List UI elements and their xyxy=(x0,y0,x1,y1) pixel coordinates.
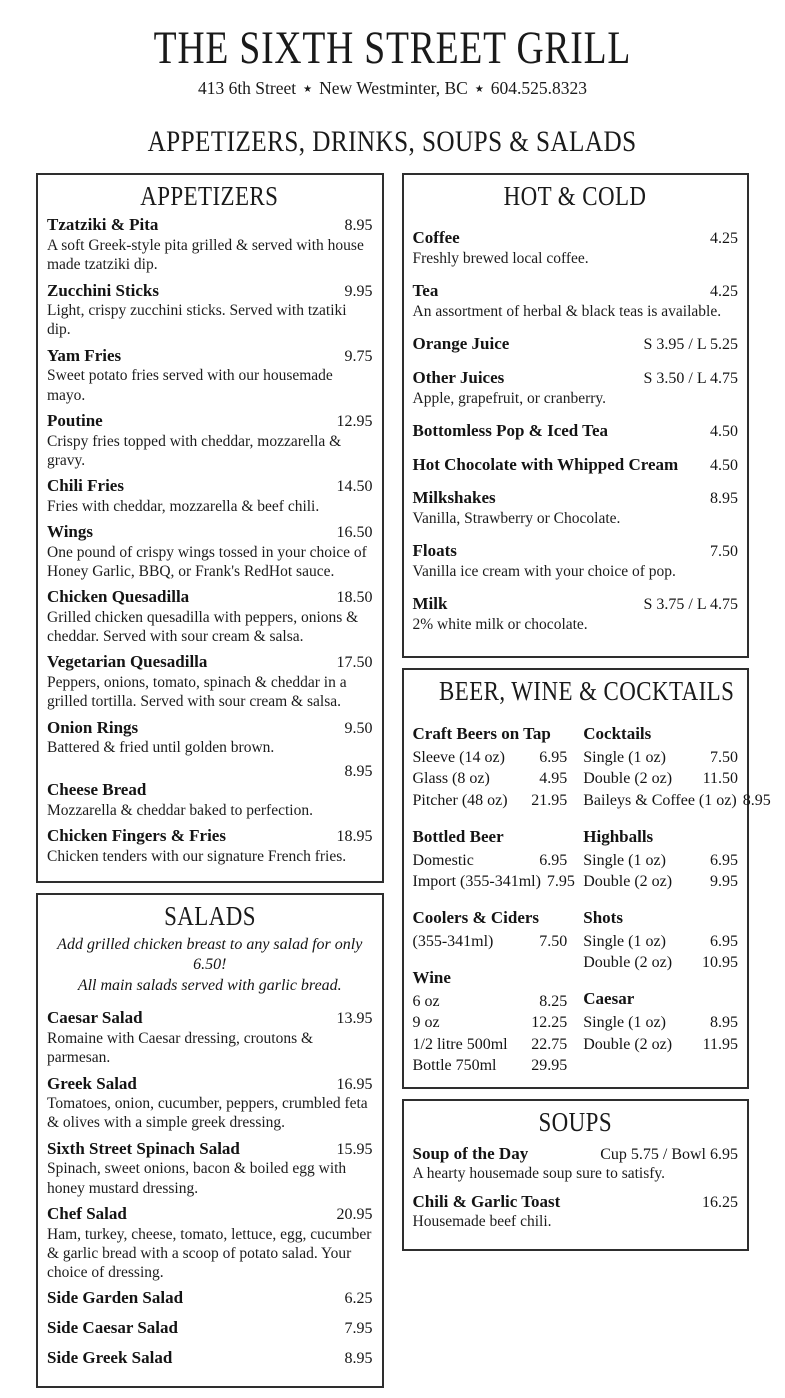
beer-wine-columns xyxy=(412,723,771,1077)
item-description: Ham, turkey, cheese, tomato, lettuce, egg, cucumber & garlic bread with a scoop of potato salad. Your choice of dressing. xyxy=(47,1225,372,1282)
item-price: 9.75 xyxy=(344,347,373,365)
item-name: Zucchini Sticks xyxy=(47,280,159,300)
item-name: Chili & Garlic Toast xyxy=(412,1191,561,1211)
group-heading: Highballs xyxy=(583,826,654,846)
item-name: Greek Salad xyxy=(47,1073,137,1093)
group-heading: Bottled Beer xyxy=(412,826,504,846)
row-price: 8.25 xyxy=(539,993,568,1011)
row-label: Double (2 oz) xyxy=(583,954,673,972)
item-name: Chef Salad xyxy=(47,1203,127,1223)
phone-number: 604.525.8323 xyxy=(490,78,588,99)
soups-heading: SOUPS xyxy=(538,1106,613,1137)
item-name: Floats xyxy=(412,541,457,561)
item-description: Fries with cheddar, mozzarella & beef chili. xyxy=(47,497,320,515)
menu-item-orange-juice xyxy=(413,334,739,355)
item-name: Milk xyxy=(412,594,448,614)
item-name: Cheese Bread xyxy=(47,780,147,800)
item-name: Caesar Salad xyxy=(47,1008,143,1028)
salad-note-1: Add grilled chicken breast to any salad for only 6.50! xyxy=(57,935,363,974)
item-name: Chili Fries xyxy=(47,476,124,496)
row-price: 11.95 xyxy=(702,1035,738,1053)
salad-note-2: All main salads served with garlic bread. xyxy=(77,976,342,994)
menu-item-caesar-salad xyxy=(47,1008,373,1067)
item-name: Onion Rings xyxy=(47,717,139,737)
row-price: 4.95 xyxy=(539,770,568,788)
group-shots xyxy=(583,907,738,973)
menu-item-onion-rings xyxy=(47,718,373,758)
item-price: 13.95 xyxy=(336,1010,373,1028)
item-description: Tomatoes, onion, cucumber, peppers, crumbled feta & olives with a simple greek dressing. xyxy=(47,1095,368,1132)
appetizers-heading: APPETIZERS xyxy=(140,181,279,212)
menu-item-cheese-bread xyxy=(47,763,373,820)
item-description: One pound of crispy wings tossed in your choice of Honey Garlic, BBQ, or Frank's RedHot sauce. xyxy=(47,543,367,580)
price-row xyxy=(413,931,568,952)
row-price: 11.50 xyxy=(702,770,738,788)
right-column xyxy=(402,173,771,1260)
row-price: 8.95 xyxy=(710,1014,738,1032)
menu-item-side-greek-salad xyxy=(47,1348,373,1369)
price-row xyxy=(583,1034,738,1055)
menu-item-vegetarian-quesadilla xyxy=(47,652,373,711)
item-price: 7.50 xyxy=(710,543,738,561)
menu-item-chicken-quesadilla xyxy=(47,587,373,646)
item-price: S 3.50 / L 4.75 xyxy=(643,369,738,387)
price-row xyxy=(583,952,738,973)
group-wine xyxy=(413,967,568,1076)
price-row xyxy=(413,747,568,768)
menu-item-yam-fries xyxy=(47,346,373,405)
row-price: 7.50 xyxy=(539,933,568,951)
menu-item-milkshakes xyxy=(413,488,739,528)
item-description: Grilled chicken quesadilla with peppers, onions & cheddar. Served with sour cream & salsa. xyxy=(47,608,359,646)
item-name: Vegetarian Quesadilla xyxy=(47,652,208,672)
item-price: Cup 5.75 / Bowl 6.95 xyxy=(600,1145,738,1163)
row-label: Pitcher (48 oz) xyxy=(412,791,508,809)
group-cocktails xyxy=(583,723,771,810)
row-label: Glass (8 oz) xyxy=(412,770,490,788)
row-price: 6.95 xyxy=(539,851,568,869)
item-description: Vanilla ice cream with your choice of pop. xyxy=(412,563,676,581)
item-description: Freshly brewed local coffee. xyxy=(412,250,589,268)
salads-heading: SALADS xyxy=(163,900,256,931)
item-description: Apple, grapefruit, or cranberry. xyxy=(412,389,607,407)
row-label: Single (1 oz) xyxy=(583,851,666,869)
item-price: 4.25 xyxy=(710,283,738,301)
item-name: Coffee xyxy=(412,228,460,248)
row-price: 7.95 xyxy=(546,872,575,890)
beer-wine-cocktails-section xyxy=(402,668,771,1088)
item-name: Side Greek Salad xyxy=(47,1347,173,1367)
item-price: 17.50 xyxy=(336,654,373,672)
row-label: Baileys & Coffee (1 oz) xyxy=(583,791,737,809)
menu-header xyxy=(0,0,785,99)
item-name: Other Juices xyxy=(412,367,505,387)
row-label: Single (1 oz) xyxy=(583,749,666,767)
beer-wine-left-column xyxy=(412,723,575,1077)
row-label: Double (2 oz) xyxy=(583,872,673,890)
row-label: Import (355-341ml) xyxy=(412,872,541,890)
price-row xyxy=(413,768,568,789)
group-heading: Craft Beers on Tap xyxy=(412,724,551,744)
item-name: Side Garden Salad xyxy=(47,1288,184,1308)
group-heading: Coolers & Ciders xyxy=(412,908,540,927)
item-name: Chicken Fingers & Fries xyxy=(47,826,226,845)
item-name: Sixth Street Spinach Salad xyxy=(47,1138,240,1158)
item-description: Battered & fried until golden brown. xyxy=(47,739,275,757)
price-row xyxy=(583,790,771,811)
item-price: 9.95 xyxy=(344,282,373,300)
price-row xyxy=(413,850,568,871)
menu-item-chicken-fingers-fries xyxy=(47,826,373,866)
row-label: Single (1 oz) xyxy=(583,1014,666,1032)
soups-section xyxy=(402,1099,750,1251)
menu-item-chili-garlic-toast xyxy=(413,1192,739,1232)
menu-item-chili-fries xyxy=(47,476,373,516)
price-row xyxy=(583,1012,738,1033)
item-name: Wings xyxy=(47,521,93,541)
item-name: Milkshakes xyxy=(412,488,496,508)
item-price: 9.50 xyxy=(344,719,373,737)
group-bottled-beer xyxy=(412,826,575,892)
row-price: 22.75 xyxy=(531,1035,568,1053)
item-price: 8.95 xyxy=(710,490,738,508)
menu-item-side-garden-salad xyxy=(47,1288,373,1309)
star-separator-icon: ★ xyxy=(474,84,484,96)
menu-columns xyxy=(0,173,785,1398)
item-price: 18.95 xyxy=(336,828,373,845)
item-price: 7.95 xyxy=(344,1320,373,1337)
item-name: Bottomless Pop & Iced Tea xyxy=(412,420,608,440)
group-coolers-ciders xyxy=(413,907,568,952)
hot-cold-section xyxy=(402,173,750,658)
page-heading: APPETIZERS, DRINKS, SOUPS & SALADS xyxy=(148,125,637,159)
address-line xyxy=(0,78,785,99)
price-row xyxy=(413,1012,568,1033)
group-heading: Wine xyxy=(412,968,451,988)
item-price: 16.50 xyxy=(336,523,373,541)
price-row xyxy=(583,768,738,789)
item-name: Poutine xyxy=(47,410,103,430)
row-price: 12.25 xyxy=(531,1014,568,1032)
item-description: Crispy fries topped with cheddar, mozzarella & gravy. xyxy=(47,432,342,469)
item-description: Chicken tenders with our signature French fries. xyxy=(47,847,347,865)
item-price: 16.25 xyxy=(702,1193,738,1211)
item-description: Sweet potato fries served with our housemade mayo. xyxy=(47,367,333,404)
beer-wine-right-column xyxy=(583,723,771,1077)
item-price: 16.95 xyxy=(336,1075,373,1093)
item-description: Vanilla, Strawberry or Chocolate. xyxy=(412,510,621,528)
item-name: Hot Chocolate with Whipped Cream xyxy=(412,454,679,474)
item-name: Side Caesar Salad xyxy=(47,1318,178,1337)
row-price: 6.95 xyxy=(710,851,738,869)
item-name: Chicken Quesadilla xyxy=(47,587,190,607)
item-description: Peppers, onions, tomato, spinach & cheddar in a grilled tortilla. Served with sour cream & salsa. xyxy=(47,674,347,711)
item-price: 18.50 xyxy=(336,589,373,607)
beer-wine-heading: BEER, WINE & COCKTAILS xyxy=(438,676,734,707)
price-row xyxy=(583,871,738,892)
item-price: 4.50 xyxy=(710,456,738,474)
street-address: 413 6th Street xyxy=(197,78,297,99)
price-row xyxy=(413,1055,568,1076)
item-price: 4.50 xyxy=(710,422,738,440)
row-label: (355-341ml) xyxy=(412,933,494,951)
row-price: 6.95 xyxy=(539,749,568,767)
item-description: Light, crispy zucchini sticks. Served with tzatiki dip. xyxy=(47,302,347,339)
item-price: 6.25 xyxy=(344,1290,373,1308)
row-price: 21.95 xyxy=(531,791,568,809)
row-label: 6 oz xyxy=(412,993,440,1011)
price-row xyxy=(583,850,738,871)
group-heading: Cocktails xyxy=(583,724,652,744)
item-price: S 3.95 / L 5.25 xyxy=(643,336,738,354)
menu-item-zucchini-sticks xyxy=(47,281,373,340)
item-price: 8.95 xyxy=(344,1349,373,1367)
item-description: Romaine with Caesar dressing, croutons & parmesan. xyxy=(47,1030,314,1067)
menu-item-soup-of-the-day xyxy=(413,1144,739,1184)
item-name: Soup of the Day xyxy=(412,1143,529,1163)
item-description: 2% white milk or chocolate. xyxy=(412,616,588,634)
star-separator-icon: ★ xyxy=(303,84,313,96)
item-description: Spinach, sweet onions, bacon & boiled egg with honey mustard dressing. xyxy=(47,1160,347,1197)
row-label: Sleeve (14 oz) xyxy=(412,749,505,767)
group-caesar xyxy=(583,988,738,1054)
menu-item-milk xyxy=(413,594,739,634)
price-row xyxy=(413,790,568,811)
row-price: 29.95 xyxy=(531,1056,568,1074)
price-row xyxy=(413,991,568,1012)
menu-item-poutine xyxy=(47,411,373,470)
salads-section xyxy=(36,893,384,1389)
menu-item-other-juices xyxy=(413,368,739,408)
menu-item-tzatziki-pita xyxy=(47,215,373,274)
row-label: 1/2 litre 500ml xyxy=(412,1035,508,1053)
menu-item-tea xyxy=(413,281,739,321)
item-price: 20.95 xyxy=(336,1205,373,1223)
left-column xyxy=(36,173,384,1398)
item-description: A hearty housemade soup sure to satisfy. xyxy=(412,1165,666,1183)
item-price: 14.50 xyxy=(336,478,373,496)
item-name: Tea xyxy=(412,281,439,301)
menu-item-side-caesar-salad xyxy=(47,1318,373,1339)
group-craft-beers xyxy=(413,723,568,810)
item-price: 8.95 xyxy=(344,217,373,235)
row-label: Double (2 oz) xyxy=(583,1035,673,1053)
item-description: Mozzarella & cheddar baked to perfection. xyxy=(47,801,313,819)
item-description: An assortment of herbal & black teas is available. xyxy=(412,303,722,321)
item-price: 15.95 xyxy=(336,1140,373,1158)
row-price: 8.95 xyxy=(742,791,771,809)
price-row xyxy=(412,871,575,892)
menu-item-coffee xyxy=(413,228,739,268)
appetizers-section xyxy=(36,173,384,883)
row-label: Domestic xyxy=(412,851,474,869)
menu-item-spinach-salad xyxy=(47,1139,373,1198)
row-price: 6.95 xyxy=(710,933,738,951)
item-price: S 3.75 / L 4.75 xyxy=(643,596,738,614)
item-description: A soft Greek-style pita grilled & served with house made tzatziki dip. xyxy=(47,237,364,274)
item-name: Yam Fries xyxy=(47,345,122,365)
row-label: Double (2 oz) xyxy=(583,770,673,788)
menu-item-floats xyxy=(413,541,739,581)
price-row xyxy=(413,1034,568,1055)
item-name: Tzatziki & Pita xyxy=(47,215,159,235)
hot-cold-heading: HOT & COLD xyxy=(503,181,647,212)
menu-item-bottomless-pop xyxy=(413,421,739,442)
menu-item-wings xyxy=(47,522,373,581)
item-price: 12.95 xyxy=(336,412,373,430)
salad-notes xyxy=(47,935,373,996)
page-heading-wrap xyxy=(0,125,785,159)
item-price: 8.95 xyxy=(344,763,373,781)
group-heading: Shots xyxy=(583,908,623,927)
restaurant-title: THE SIXTH STREET GRILL xyxy=(153,22,632,74)
menu-item-greek-salad xyxy=(47,1074,373,1133)
group-heading: Caesar xyxy=(583,989,635,1009)
row-label: Single (1 oz) xyxy=(583,933,666,951)
row-price: 10.95 xyxy=(702,954,738,972)
row-price: 9.95 xyxy=(710,872,738,890)
item-description: Housemade beef chili. xyxy=(412,1213,552,1231)
row-label: 9 oz xyxy=(412,1014,440,1032)
item-price: 4.25 xyxy=(710,230,738,248)
price-row xyxy=(583,931,738,952)
menu-item-hot-chocolate xyxy=(413,455,739,476)
group-highballs xyxy=(583,826,738,892)
menu-item-chef-salad xyxy=(47,1204,373,1282)
row-price: 7.50 xyxy=(710,749,738,767)
row-label: Bottle 750ml xyxy=(412,1056,497,1074)
item-name: Orange Juice xyxy=(412,334,510,354)
city: New Westminter, BC xyxy=(319,78,468,99)
price-row xyxy=(583,747,738,768)
